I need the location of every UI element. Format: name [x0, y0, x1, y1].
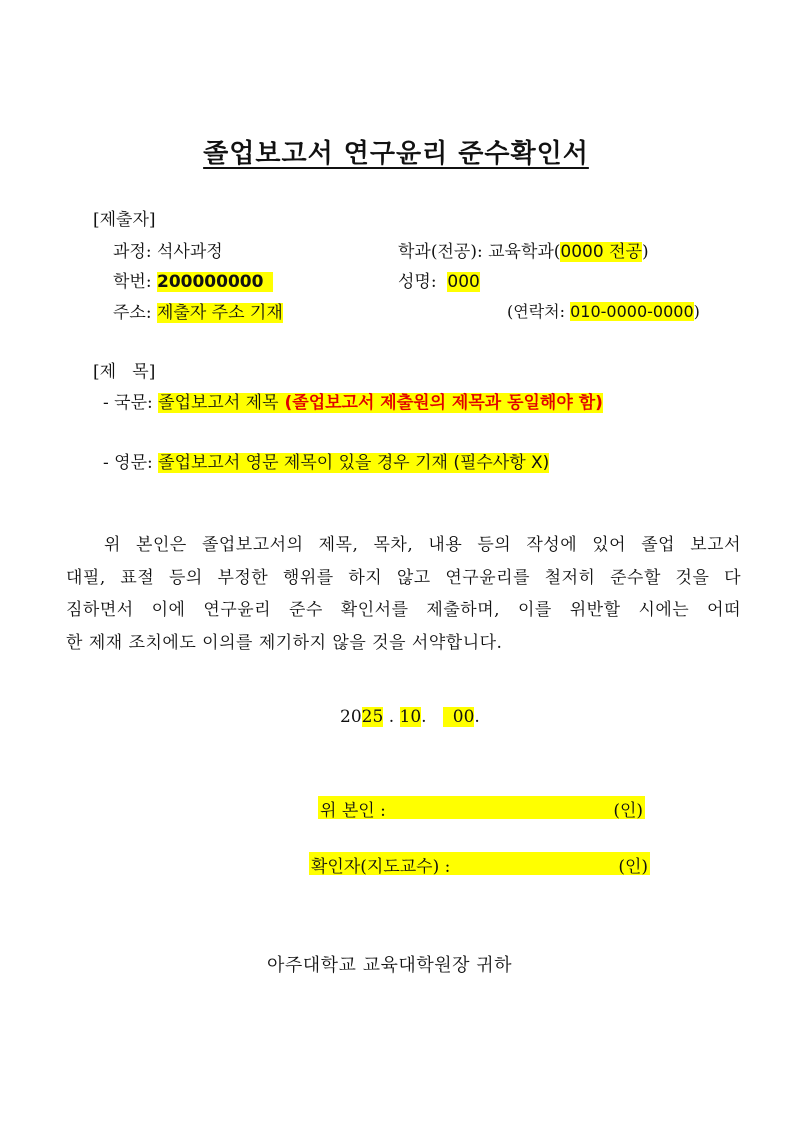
subject-heading: [제 목] — [93, 362, 156, 382]
pledge-line: 대필, 표절 등의 부정한 행위를 하지 않고 연구윤리를 철저히 준수할 것을 다 — [66, 567, 741, 588]
dept-value-major: 0000 전공 — [560, 242, 642, 262]
addr-value: 제출자 주소 기재 — [156, 303, 283, 323]
advisor-signature-label: 확인자(지도교수) : — [311, 857, 451, 877]
addr-row — [113, 298, 283, 323]
course-row — [113, 237, 223, 262]
addr-label: 주소: — [113, 303, 152, 323]
date-month: 10 — [399, 707, 422, 727]
date-line — [340, 707, 480, 727]
korean-title-note: (졸업보고서 제출원의 제목과 동일해야 함) — [279, 393, 603, 413]
name-row — [398, 267, 480, 292]
dept-value-prefix: 교육학과( — [488, 242, 561, 262]
korean-title-value: 졸업보고서 제목 — [158, 393, 279, 413]
id-label: 학번: — [113, 272, 152, 292]
date-year-prefix: 20 — [340, 707, 362, 727]
dept-label: 학과(전공): — [398, 242, 483, 262]
course-label: 과정: — [113, 242, 152, 262]
contact-suffix: ) — [693, 302, 700, 321]
recipient-line: 아주대학교 교육대학원장 귀하 — [267, 955, 512, 976]
korean-title-row — [103, 388, 603, 413]
document-title: 졸업보고서 연구윤리 준수확인서 — [203, 139, 589, 169]
pledge-line: 한 제재 조치에도 이의를 제기하지 않을 것을 서약합니다. — [66, 632, 503, 653]
date-sep-3: . — [474, 707, 480, 727]
date-sep-1: . — [388, 707, 395, 727]
submitter-heading: [제출자] — [93, 210, 156, 230]
dept-row — [398, 237, 649, 262]
advisor-seal: (인) — [618, 857, 648, 877]
pledge-paragraph — [66, 529, 741, 659]
date-day: 00 — [443, 707, 475, 727]
id-row — [113, 267, 273, 292]
contact-row — [507, 299, 700, 322]
id-value: 200000000 — [157, 272, 273, 292]
name-value: 000 — [447, 272, 480, 292]
dept-value-suffix: ) — [641, 242, 649, 262]
contact-value: 010-0000-0000 — [570, 302, 694, 321]
english-title-row — [103, 448, 549, 473]
name-label: 성명: — [398, 272, 437, 292]
self-seal: (인) — [613, 801, 643, 821]
advisor-signature-line — [309, 852, 650, 875]
self-signature-label: 위 본인 : — [320, 801, 386, 821]
korean-title-label: - 국문: — [103, 393, 153, 413]
english-title-value: 졸업보고서 영문 제목이 있을 경우 기재 (필수사항 X) — [158, 453, 550, 473]
course-value: 석사과정 — [156, 242, 223, 262]
date-year-suffix: 25 — [361, 707, 384, 727]
english-title-label: - 영문: — [103, 453, 153, 473]
date-sep-2: . — [421, 707, 427, 727]
pledge-line: 위 본인은 졸업보고서의 제목, 목차, 내용 등의 작성에 있어 졸업 보고서 — [104, 535, 741, 555]
self-signature-line — [318, 796, 645, 819]
contact-prefix: (연락처: — [507, 302, 566, 321]
pledge-line: 짐하면서 이에 연구윤리 준수 확인서를 제출하며, 이를 위반할 시에는 어떠 — [66, 600, 741, 620]
